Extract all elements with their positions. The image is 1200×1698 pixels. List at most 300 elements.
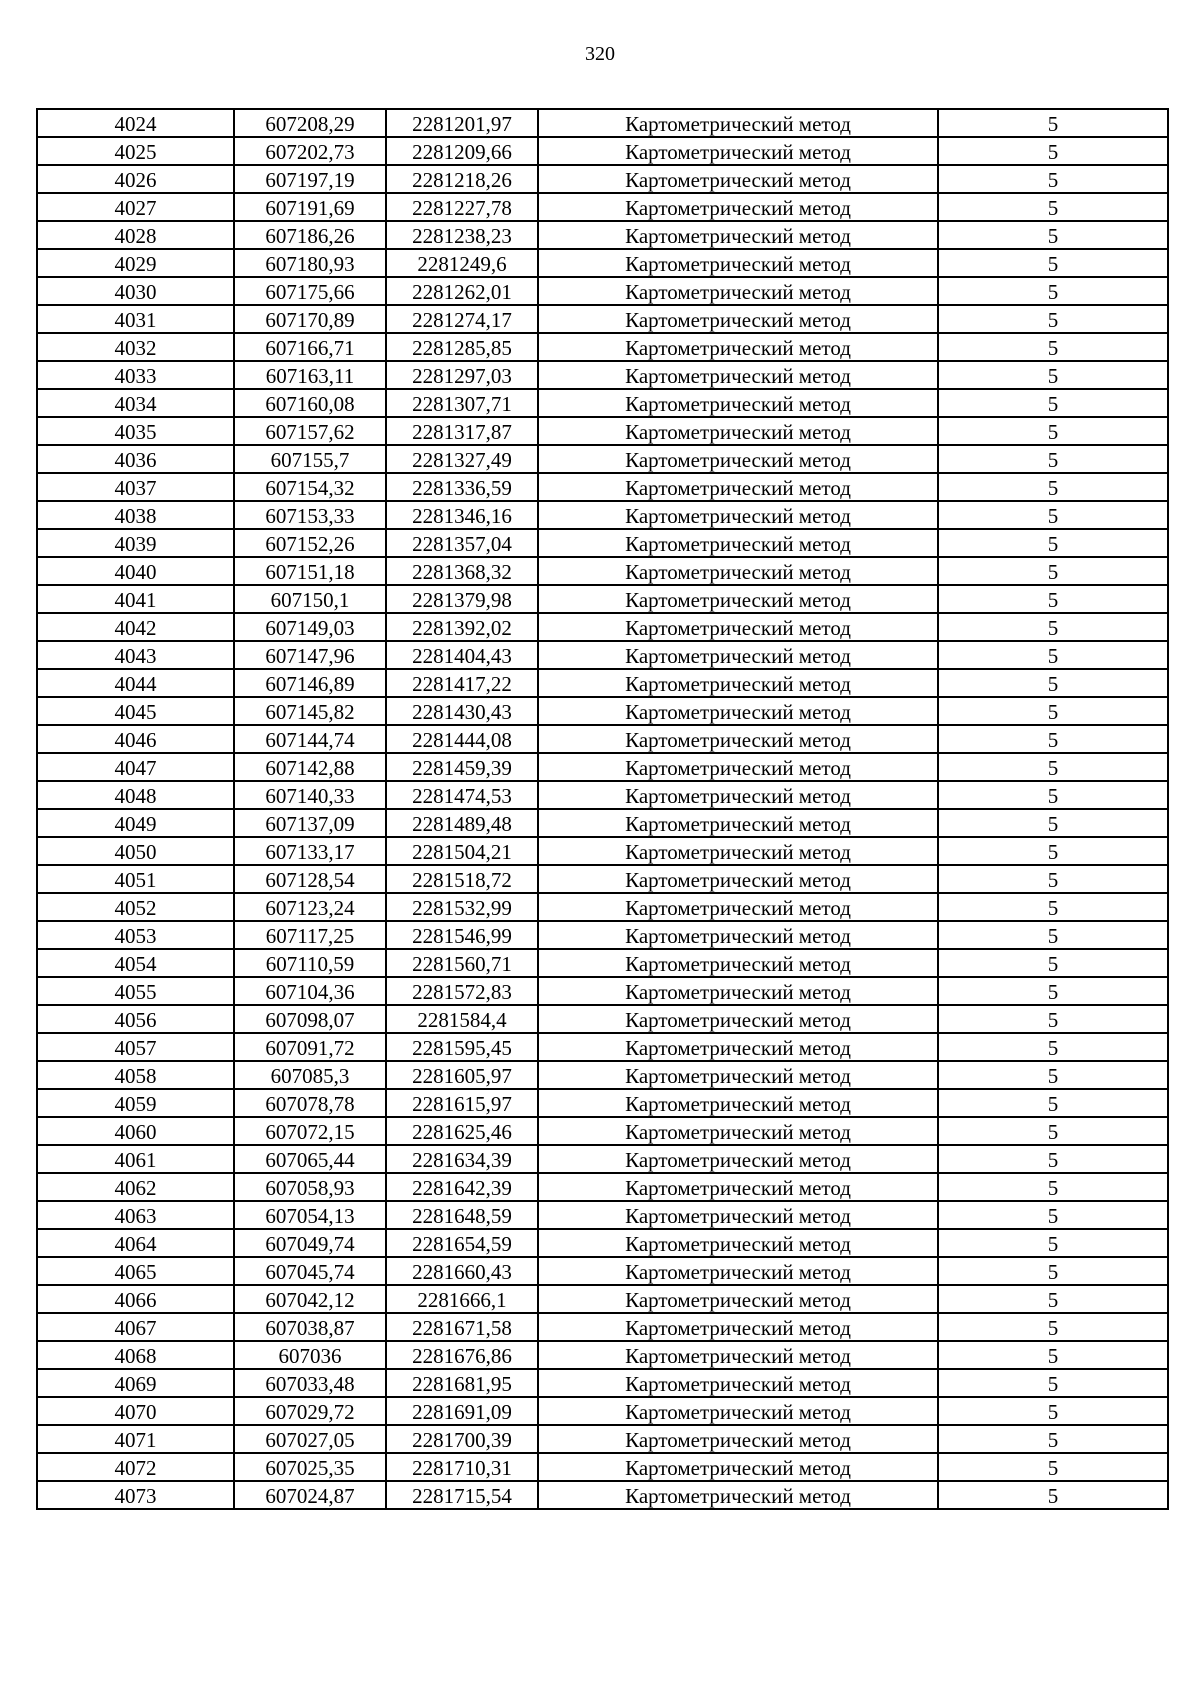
page-number: 320 <box>585 43 615 65</box>
point-number-cell: 4054 <box>37 949 234 977</box>
y-coordinate-cell: 2281715,54 <box>386 1481 538 1509</box>
accuracy-cell: 5 <box>938 1033 1168 1061</box>
table-row <box>37 1425 1168 1453</box>
x-coordinate-cell: 607163,11 <box>234 361 386 389</box>
table-row <box>37 333 1168 361</box>
method-cell: Картометрический метод <box>538 529 938 557</box>
method-cell: Картометрический метод <box>538 249 938 277</box>
x-coordinate-cell: 607049,74 <box>234 1229 386 1257</box>
accuracy-cell: 5 <box>938 585 1168 613</box>
accuracy-cell: 5 <box>938 221 1168 249</box>
point-number-cell: 4027 <box>37 193 234 221</box>
table-row <box>37 613 1168 641</box>
accuracy-cell: 5 <box>938 977 1168 1005</box>
x-coordinate-cell: 607140,33 <box>234 781 386 809</box>
method-cell: Картометрический метод <box>538 1341 938 1369</box>
point-number-cell: 4038 <box>37 501 234 529</box>
table-row <box>37 1201 1168 1229</box>
y-coordinate-cell: 2281504,21 <box>386 837 538 865</box>
x-coordinate-cell: 607054,13 <box>234 1201 386 1229</box>
table-row <box>37 389 1168 417</box>
x-coordinate-cell: 607038,87 <box>234 1313 386 1341</box>
x-coordinate-cell: 607153,33 <box>234 501 386 529</box>
x-coordinate-cell: 607151,18 <box>234 557 386 585</box>
y-coordinate-cell: 2281274,17 <box>386 305 538 333</box>
y-coordinate-cell: 2281546,99 <box>386 921 538 949</box>
method-cell: Картометрический метод <box>538 221 938 249</box>
y-coordinate-cell: 2281676,86 <box>386 1341 538 1369</box>
point-number-cell: 4028 <box>37 221 234 249</box>
method-cell: Картометрический метод <box>538 1481 938 1509</box>
y-coordinate-cell: 2281262,01 <box>386 277 538 305</box>
method-cell: Картометрический метод <box>538 1397 938 1425</box>
point-number-cell: 4029 <box>37 249 234 277</box>
point-number-cell: 4062 <box>37 1173 234 1201</box>
table-row <box>37 1341 1168 1369</box>
point-number-cell: 4033 <box>37 361 234 389</box>
method-cell: Картометрический метод <box>538 1425 938 1453</box>
accuracy-cell: 5 <box>938 921 1168 949</box>
method-cell: Картометрический метод <box>538 1453 938 1481</box>
accuracy-cell: 5 <box>938 1425 1168 1453</box>
table-row <box>37 1117 1168 1145</box>
y-coordinate-cell: 2281595,45 <box>386 1033 538 1061</box>
accuracy-cell: 5 <box>938 1453 1168 1481</box>
x-coordinate-cell: 607078,78 <box>234 1089 386 1117</box>
point-number-cell: 4050 <box>37 837 234 865</box>
method-cell: Картометрический метод <box>538 921 938 949</box>
x-coordinate-cell: 607029,72 <box>234 1397 386 1425</box>
x-coordinate-cell: 607150,1 <box>234 585 386 613</box>
accuracy-cell: 5 <box>938 1397 1168 1425</box>
method-cell: Картометрический метод <box>538 809 938 837</box>
table-row <box>37 725 1168 753</box>
accuracy-cell: 5 <box>938 1145 1168 1173</box>
y-coordinate-cell: 2281681,95 <box>386 1369 538 1397</box>
x-coordinate-cell: 607154,32 <box>234 473 386 501</box>
method-cell: Картометрический метод <box>538 837 938 865</box>
x-coordinate-cell: 607098,07 <box>234 1005 386 1033</box>
y-coordinate-cell: 2281346,16 <box>386 501 538 529</box>
y-coordinate-cell: 2281209,66 <box>386 137 538 165</box>
method-cell: Картометрический метод <box>538 445 938 473</box>
y-coordinate-cell: 2281227,78 <box>386 193 538 221</box>
y-coordinate-cell: 2281642,39 <box>386 1173 538 1201</box>
accuracy-cell: 5 <box>938 613 1168 641</box>
method-cell: Картометрический метод <box>538 753 938 781</box>
point-number-cell: 4031 <box>37 305 234 333</box>
x-coordinate-cell: 607146,89 <box>234 669 386 697</box>
y-coordinate-cell: 2281430,43 <box>386 697 538 725</box>
x-coordinate-cell: 607175,66 <box>234 277 386 305</box>
table-row <box>37 1005 1168 1033</box>
x-coordinate-cell: 607191,69 <box>234 193 386 221</box>
point-number-cell: 4070 <box>37 1397 234 1425</box>
y-coordinate-cell: 2281357,04 <box>386 529 538 557</box>
accuracy-cell: 5 <box>938 949 1168 977</box>
table-row <box>37 809 1168 837</box>
method-cell: Картометрический метод <box>538 1313 938 1341</box>
y-coordinate-cell: 2281700,39 <box>386 1425 538 1453</box>
accuracy-cell: 5 <box>938 865 1168 893</box>
table-row <box>37 1257 1168 1285</box>
point-number-cell: 4041 <box>37 585 234 613</box>
point-number-cell: 4048 <box>37 781 234 809</box>
table-row <box>37 305 1168 333</box>
table-row <box>37 1061 1168 1089</box>
x-coordinate-cell: 607027,05 <box>234 1425 386 1453</box>
method-cell: Картометрический метод <box>538 781 938 809</box>
x-coordinate-cell: 607104,36 <box>234 977 386 1005</box>
method-cell: Картометрический метод <box>538 613 938 641</box>
accuracy-cell: 5 <box>938 641 1168 669</box>
table-row <box>37 361 1168 389</box>
point-number-cell: 4047 <box>37 753 234 781</box>
x-coordinate-cell: 607072,15 <box>234 1117 386 1145</box>
table-row <box>37 669 1168 697</box>
table-row <box>37 641 1168 669</box>
x-coordinate-cell: 607058,93 <box>234 1173 386 1201</box>
accuracy-cell: 5 <box>938 781 1168 809</box>
table-row <box>37 1481 1168 1509</box>
accuracy-cell: 5 <box>938 1229 1168 1257</box>
accuracy-cell: 5 <box>938 333 1168 361</box>
point-number-cell: 4035 <box>37 417 234 445</box>
x-coordinate-cell: 607142,88 <box>234 753 386 781</box>
x-coordinate-cell: 607128,54 <box>234 865 386 893</box>
accuracy-cell: 5 <box>938 697 1168 725</box>
point-number-cell: 4045 <box>37 697 234 725</box>
y-coordinate-cell: 2281392,02 <box>386 613 538 641</box>
x-coordinate-cell: 607045,74 <box>234 1257 386 1285</box>
y-coordinate-cell: 2281489,48 <box>386 809 538 837</box>
accuracy-cell: 5 <box>938 305 1168 333</box>
x-coordinate-cell: 607208,29 <box>234 109 386 137</box>
table-row <box>37 1089 1168 1117</box>
accuracy-cell: 5 <box>938 193 1168 221</box>
y-coordinate-cell: 2281327,49 <box>386 445 538 473</box>
point-number-cell: 4066 <box>37 1285 234 1313</box>
table-row <box>37 865 1168 893</box>
accuracy-cell: 5 <box>938 1005 1168 1033</box>
table-row <box>37 1285 1168 1313</box>
point-number-cell: 4073 <box>37 1481 234 1509</box>
y-coordinate-cell: 2281379,98 <box>386 585 538 613</box>
table-row <box>37 529 1168 557</box>
y-coordinate-cell: 2281417,22 <box>386 669 538 697</box>
y-coordinate-cell: 2281474,53 <box>386 781 538 809</box>
table-row <box>37 977 1168 1005</box>
accuracy-cell: 5 <box>938 1369 1168 1397</box>
method-cell: Картометрический метод <box>538 1201 938 1229</box>
accuracy-cell: 5 <box>938 277 1168 305</box>
x-coordinate-cell: 607065,44 <box>234 1145 386 1173</box>
method-cell: Картометрический метод <box>538 1089 938 1117</box>
y-coordinate-cell: 2281660,43 <box>386 1257 538 1285</box>
point-number-cell: 4055 <box>37 977 234 1005</box>
method-cell: Картометрический метод <box>538 697 938 725</box>
table-row <box>37 109 1168 137</box>
method-cell: Картометрический метод <box>538 585 938 613</box>
method-cell: Картометрический метод <box>538 1117 938 1145</box>
y-coordinate-cell: 2281666,1 <box>386 1285 538 1313</box>
point-number-cell: 4030 <box>37 277 234 305</box>
method-cell: Картометрический метод <box>538 1145 938 1173</box>
x-coordinate-cell: 607145,82 <box>234 697 386 725</box>
table-row <box>37 893 1168 921</box>
point-number-cell: 4058 <box>37 1061 234 1089</box>
table-row <box>37 837 1168 865</box>
accuracy-cell: 5 <box>938 1341 1168 1369</box>
point-number-cell: 4036 <box>37 445 234 473</box>
y-coordinate-cell: 2281605,97 <box>386 1061 538 1089</box>
x-coordinate-cell: 607085,3 <box>234 1061 386 1089</box>
y-coordinate-cell: 2281307,71 <box>386 389 538 417</box>
method-cell: Картометрический метод <box>538 193 938 221</box>
method-cell: Картометрический метод <box>538 641 938 669</box>
method-cell: Картометрический метод <box>538 1173 938 1201</box>
y-coordinate-cell: 2281218,26 <box>386 165 538 193</box>
x-coordinate-cell: 607144,74 <box>234 725 386 753</box>
table-row <box>37 501 1168 529</box>
x-coordinate-cell: 607202,73 <box>234 137 386 165</box>
y-coordinate-cell: 2281368,32 <box>386 557 538 585</box>
table-row <box>37 417 1168 445</box>
method-cell: Картометрический метод <box>538 1061 938 1089</box>
method-cell: Картометрический метод <box>538 137 938 165</box>
point-number-cell: 4064 <box>37 1229 234 1257</box>
x-coordinate-cell: 607117,25 <box>234 921 386 949</box>
x-coordinate-cell: 607137,09 <box>234 809 386 837</box>
table-row <box>37 557 1168 585</box>
coordinates-table <box>36 108 1169 1510</box>
point-number-cell: 4053 <box>37 921 234 949</box>
table-row <box>37 585 1168 613</box>
x-coordinate-cell: 607025,35 <box>234 1453 386 1481</box>
x-coordinate-cell: 607160,08 <box>234 389 386 417</box>
y-coordinate-cell: 2281444,08 <box>386 725 538 753</box>
method-cell: Картометрический метод <box>538 1285 938 1313</box>
point-number-cell: 4032 <box>37 333 234 361</box>
point-number-cell: 4061 <box>37 1145 234 1173</box>
x-coordinate-cell: 607091,72 <box>234 1033 386 1061</box>
table-row <box>37 1229 1168 1257</box>
accuracy-cell: 5 <box>938 557 1168 585</box>
point-number-cell: 4043 <box>37 641 234 669</box>
method-cell: Картометрический метод <box>538 417 938 445</box>
method-cell: Картометрический метод <box>538 109 938 137</box>
table-row <box>37 1173 1168 1201</box>
y-coordinate-cell: 2281249,6 <box>386 249 538 277</box>
table-row <box>37 249 1168 277</box>
point-number-cell: 4040 <box>37 557 234 585</box>
accuracy-cell: 5 <box>938 1285 1168 1313</box>
point-number-cell: 4071 <box>37 1425 234 1453</box>
method-cell: Картометрический метод <box>538 893 938 921</box>
accuracy-cell: 5 <box>938 753 1168 781</box>
table-row <box>37 1397 1168 1425</box>
accuracy-cell: 5 <box>938 473 1168 501</box>
accuracy-cell: 5 <box>938 389 1168 417</box>
x-coordinate-cell: 607157,62 <box>234 417 386 445</box>
method-cell: Картометрический метод <box>538 865 938 893</box>
method-cell: Картометрический метод <box>538 669 938 697</box>
table-row <box>37 1369 1168 1397</box>
x-coordinate-cell: 607123,24 <box>234 893 386 921</box>
point-number-cell: 4063 <box>37 1201 234 1229</box>
y-coordinate-cell: 2281691,09 <box>386 1397 538 1425</box>
accuracy-cell: 5 <box>938 501 1168 529</box>
x-coordinate-cell: 607152,26 <box>234 529 386 557</box>
y-coordinate-cell: 2281285,85 <box>386 333 538 361</box>
point-number-cell: 4026 <box>37 165 234 193</box>
y-coordinate-cell: 2281648,59 <box>386 1201 538 1229</box>
method-cell: Картометрический метод <box>538 389 938 417</box>
table-row <box>37 221 1168 249</box>
point-number-cell: 4072 <box>37 1453 234 1481</box>
table-row <box>37 165 1168 193</box>
method-cell: Картометрический метод <box>538 1257 938 1285</box>
y-coordinate-cell: 2281404,43 <box>386 641 538 669</box>
table-row <box>37 697 1168 725</box>
y-coordinate-cell: 2281634,39 <box>386 1145 538 1173</box>
method-cell: Картометрический метод <box>538 305 938 333</box>
method-cell: Картометрический метод <box>538 165 938 193</box>
method-cell: Картометрический метод <box>538 977 938 1005</box>
x-coordinate-cell: 607110,59 <box>234 949 386 977</box>
y-coordinate-cell: 2281518,72 <box>386 865 538 893</box>
accuracy-cell: 5 <box>938 809 1168 837</box>
point-number-cell: 4025 <box>37 137 234 165</box>
y-coordinate-cell: 2281615,97 <box>386 1089 538 1117</box>
x-coordinate-cell: 607166,71 <box>234 333 386 361</box>
x-coordinate-cell: 607036 <box>234 1341 386 1369</box>
y-coordinate-cell: 2281297,03 <box>386 361 538 389</box>
accuracy-cell: 5 <box>938 837 1168 865</box>
y-coordinate-cell: 2281317,87 <box>386 417 538 445</box>
table-row <box>37 949 1168 977</box>
point-number-cell: 4051 <box>37 865 234 893</box>
x-coordinate-cell: 607180,93 <box>234 249 386 277</box>
table-row <box>37 921 1168 949</box>
point-number-cell: 4039 <box>37 529 234 557</box>
x-coordinate-cell: 607024,87 <box>234 1481 386 1509</box>
accuracy-cell: 5 <box>938 165 1168 193</box>
point-number-cell: 4069 <box>37 1369 234 1397</box>
x-coordinate-cell: 607186,26 <box>234 221 386 249</box>
x-coordinate-cell: 607042,12 <box>234 1285 386 1313</box>
point-number-cell: 4068 <box>37 1341 234 1369</box>
point-number-cell: 4056 <box>37 1005 234 1033</box>
point-number-cell: 4024 <box>37 109 234 137</box>
accuracy-cell: 5 <box>938 669 1168 697</box>
accuracy-cell: 5 <box>938 417 1168 445</box>
table-row <box>37 277 1168 305</box>
y-coordinate-cell: 2281654,59 <box>386 1229 538 1257</box>
table-row <box>37 781 1168 809</box>
point-number-cell: 4059 <box>37 1089 234 1117</box>
accuracy-cell: 5 <box>938 893 1168 921</box>
accuracy-cell: 5 <box>938 1061 1168 1089</box>
table-row <box>37 1313 1168 1341</box>
y-coordinate-cell: 2281584,4 <box>386 1005 538 1033</box>
x-coordinate-cell: 607149,03 <box>234 613 386 641</box>
point-number-cell: 4052 <box>37 893 234 921</box>
accuracy-cell: 5 <box>938 1089 1168 1117</box>
x-coordinate-cell: 607133,17 <box>234 837 386 865</box>
accuracy-cell: 5 <box>938 1257 1168 1285</box>
y-coordinate-cell: 2281532,99 <box>386 893 538 921</box>
point-number-cell: 4037 <box>37 473 234 501</box>
accuracy-cell: 5 <box>938 445 1168 473</box>
method-cell: Картометрический метод <box>538 725 938 753</box>
point-number-cell: 4057 <box>37 1033 234 1061</box>
x-coordinate-cell: 607155,7 <box>234 445 386 473</box>
y-coordinate-cell: 2281238,23 <box>386 221 538 249</box>
point-number-cell: 4065 <box>37 1257 234 1285</box>
method-cell: Картометрический метод <box>538 501 938 529</box>
method-cell: Картометрический метод <box>538 1369 938 1397</box>
y-coordinate-cell: 2281560,71 <box>386 949 538 977</box>
accuracy-cell: 5 <box>938 1173 1168 1201</box>
table-row <box>37 473 1168 501</box>
table-row <box>37 1453 1168 1481</box>
accuracy-cell: 5 <box>938 1481 1168 1509</box>
table-row <box>37 1033 1168 1061</box>
x-coordinate-cell: 607147,96 <box>234 641 386 669</box>
accuracy-cell: 5 <box>938 529 1168 557</box>
y-coordinate-cell: 2281459,39 <box>386 753 538 781</box>
method-cell: Картометрический метод <box>538 557 938 585</box>
y-coordinate-cell: 2281671,58 <box>386 1313 538 1341</box>
y-coordinate-cell: 2281625,46 <box>386 1117 538 1145</box>
method-cell: Картометрический метод <box>538 1005 938 1033</box>
method-cell: Картометрический метод <box>538 949 938 977</box>
table-row <box>37 193 1168 221</box>
method-cell: Картометрический метод <box>538 473 938 501</box>
x-coordinate-cell: 607170,89 <box>234 305 386 333</box>
point-number-cell: 4060 <box>37 1117 234 1145</box>
point-number-cell: 4049 <box>37 809 234 837</box>
y-coordinate-cell: 2281201,97 <box>386 109 538 137</box>
coordinates-table-body <box>37 109 1168 1509</box>
method-cell: Картометрический метод <box>538 1033 938 1061</box>
point-number-cell: 4067 <box>37 1313 234 1341</box>
accuracy-cell: 5 <box>938 137 1168 165</box>
x-coordinate-cell: 607197,19 <box>234 165 386 193</box>
table-row <box>37 1145 1168 1173</box>
table-row <box>37 137 1168 165</box>
y-coordinate-cell: 2281572,83 <box>386 977 538 1005</box>
table-row <box>37 445 1168 473</box>
method-cell: Картометрический метод <box>538 277 938 305</box>
table-row <box>37 753 1168 781</box>
x-coordinate-cell: 607033,48 <box>234 1369 386 1397</box>
accuracy-cell: 5 <box>938 1313 1168 1341</box>
method-cell: Картометрический метод <box>538 333 938 361</box>
point-number-cell: 4034 <box>37 389 234 417</box>
accuracy-cell: 5 <box>938 249 1168 277</box>
accuracy-cell: 5 <box>938 361 1168 389</box>
accuracy-cell: 5 <box>938 1201 1168 1229</box>
method-cell: Картометрический метод <box>538 1229 938 1257</box>
point-number-cell: 4042 <box>37 613 234 641</box>
method-cell: Картометрический метод <box>538 361 938 389</box>
y-coordinate-cell: 2281710,31 <box>386 1453 538 1481</box>
point-number-cell: 4044 <box>37 669 234 697</box>
point-number-cell: 4046 <box>37 725 234 753</box>
accuracy-cell: 5 <box>938 109 1168 137</box>
